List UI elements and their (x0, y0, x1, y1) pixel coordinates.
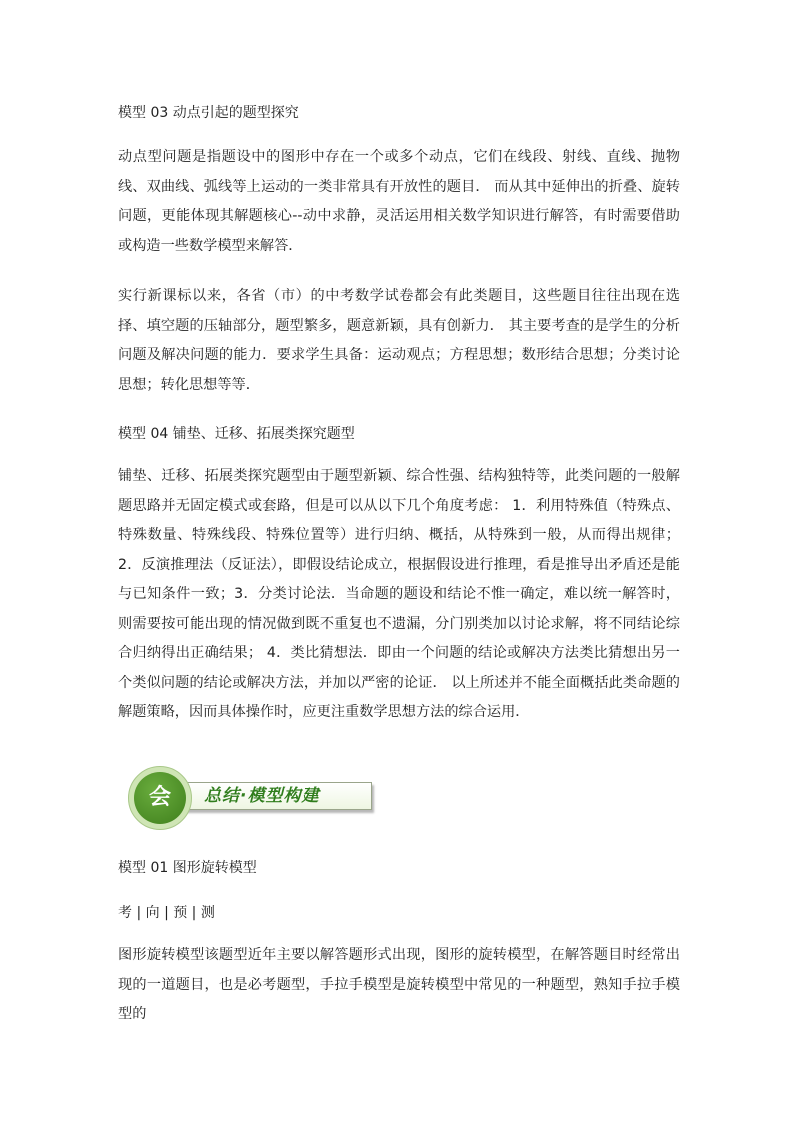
model-03-paragraph-1: 动点型问题是指题设中的图形中存在一个或多个动点，它们在线段、射线、直线、抛物线、双曲线、弧线等上运动的一类非常具有开放性的题目． 而从其中延伸出的折叠、旋转问题，更能体现其解题核心--动中求静，灵活运用相关数学知识进行解答，有时需要借助或构造一些数学模型来解答． (118, 149, 680, 254)
model-04-paragraph-1: 铺垫、迁移、拓展类探究题型由于题型新颖、综合性强、结构独特等，此类问题的一般解题思路并无固定模式或套路，但是可以从以下几个角度考虑： 1．利用特殊值（特殊点、特殊数量、特殊线段、特殊位置等）进行归纳、概括，从特殊到一般，从而得出规律； 2．反演推理法（反证法），即假设结论成立，根据假设进行推理，看是推导出矛盾还是能与已知条件一致；3．分类讨论法．当命题的题设和结论不惟一确定，难以统一解答时，则需要按可能出现的情况做到既不重复也不遗漏，分门别类加以讨论求解，将不同结论综合归纳得出正确结果； 4．类比猜想法．即由一个问题的结论或解决方法类比猜想出另一个类似问题的结论或解决方法，并加以严密的论证． 以上所述并不能全面概括此类命题的解题策略，因而具体操作时，应更注重数学思想方法的综合运用． (118, 468, 680, 720)
model-04-title: 模型 04 铺垫、迁移、拓展类探究题型 (118, 426, 355, 442)
forecast-label: 考 | 向 | 预 | 测 (118, 905, 215, 921)
banner-title: 总结·模型构建 (204, 786, 320, 806)
badge-label: 会 (134, 772, 186, 824)
model-03-paragraph-2: 实行新课标以来，各省（市）的中考数学试卷都会有此类题目，这些题目往往出现在选择、填空题的压轴部分，题型繁多，题意新颖，具有创新力． 其主要考查的是学生的分析问题及解决问题的能力．要求学生具备：运动观点；方程思想；数形结合思想；分类讨论思想；转化思想等等． (118, 288, 680, 393)
summary-banner (128, 766, 378, 834)
model-03-title: 模型 03 动点引起的题型探究 (118, 105, 299, 121)
model-01-paragraph-1: 图形旋转模型该题型近年主要以解答题形式出现，图形的旋转模型，在解答题目时经常出现的一道题目，也是必考题型，手拉手模型是旋转模型中常见的一种题型，熟知手拉手模型的 (118, 947, 680, 1022)
badge-icon (128, 766, 192, 830)
model-01-title: 模型 01 图形旋转模型 (118, 860, 257, 876)
